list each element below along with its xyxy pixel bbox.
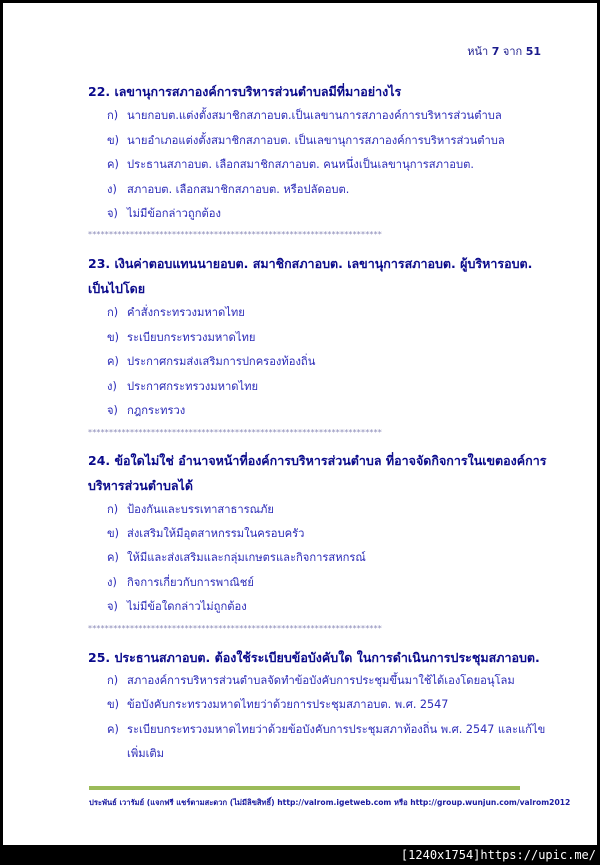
option-label: ค) [107, 158, 119, 171]
page-number [467, 42, 541, 60]
question-24-option-b [107, 522, 577, 547]
page-current: 7 [491, 45, 500, 58]
option-label: ข) [107, 698, 120, 711]
option-text: กิจการเกี่ยวกับการพาณิชย์ [127, 576, 254, 589]
option-label: ก) [107, 674, 119, 687]
option-text: นายกอบต.แต่งตั้งสมาชิกสภาอบต.เป็นเลขานการสภาองค์การบริหารส่วนตำบล [127, 109, 502, 122]
question-24-option-d [107, 571, 577, 596]
question-24-option-c [107, 546, 577, 571]
option-label: ง) [107, 576, 117, 589]
footer-text: ประพันธ์ เวารัมย์ (แจกฟรี แชร์ตามสะดวก (ไม่มีลิขสิทธิ์) http://valrom.igetweb.com หรือ http://group.wunjun.com/valrom2012 [89, 798, 571, 807]
option-label: ข) [107, 134, 120, 147]
question-23-option-a [107, 301, 577, 326]
option-label: จ) [107, 207, 118, 220]
option-text: ป้องกันและบรรเทาสาธารณภัย [127, 503, 274, 516]
page-total: 51 [525, 45, 541, 58]
option-label: ข) [107, 331, 120, 344]
question-24-title: 24. ข้อใดไม่ใช่ อำนาจหน้าที่องค์การบริหารส่วนตำบล ที่อาจจัดกิจการในเขตองค์การ [88, 453, 547, 468]
option-text: คำสั่งกระทรวงมหาดไทย [127, 306, 245, 319]
question-24-title-cont: บริหารส่วนตำบลได้ [88, 478, 193, 493]
question-23-option-d [107, 375, 577, 400]
question-23-title-cont: เป็นไปโดย [88, 281, 146, 296]
option-label: ก) [107, 503, 119, 516]
option-text: ไม่มีข้อกล่าวถูกต้อง [127, 207, 221, 220]
option-label: ก) [107, 109, 119, 122]
question-22-option-b [107, 129, 577, 154]
option-text: ไม่มีข้อใดกล่าวไม่ถูกต้อง [127, 600, 247, 613]
question-23-option-c [107, 350, 577, 375]
question-24-option-e [107, 595, 577, 620]
option-text: ประกาศกรมส่งเสริมการปกครองท้องถิ่น [127, 355, 316, 368]
option-text: กฎกระทรวง [127, 404, 186, 417]
option-label: จ) [107, 600, 118, 613]
option-text: สภาอบต. เลือกสมาชิกสภาอบต. หรือปลัดอบต. [127, 183, 350, 196]
question-25-option-a [107, 669, 577, 694]
option-label: ค) [107, 551, 119, 564]
watermark: [1240x1754]https://upic.me/ [400, 848, 596, 862]
question-22-option-c [107, 153, 577, 178]
option-text: ระเบียบกระทรวงมหาดไทยว่าด้วยข้อบังคับการประชุมสภาท้องถิ่น พ.ศ. 2547 และแก้ไข [127, 723, 546, 736]
option-text: ให้มีและส่งเสริมและกลุ่มเกษตรและกิจการสหกรณ์ [127, 551, 366, 564]
question-25-option-c-cont: เพิ่มเติม [127, 747, 165, 760]
question-25-title: 25. ประธานสภาอบต. ต้องใช้ระเบียบข้อบังคับใด ในการดำเนินการประชุมสภาอบต. [88, 650, 540, 665]
question-23-option-b [107, 326, 577, 351]
question-25-option-b [107, 693, 577, 718]
question-23-title: 23. เงินค่าตอบแทนนายอบต. สมาชิกสภาอบต. เลขานุการสภาอบต. ผู้บริหารอบต. [88, 256, 533, 271]
question-23-option-e [107, 399, 577, 424]
question-25-option-c [107, 718, 577, 743]
option-text: ข้อบังคับกระทรวงมหาดไทยว่าด้วยการประชุมสภาอบต. พ.ศ. 2547 [127, 698, 449, 711]
question-22-option-a [107, 104, 577, 129]
document-page [3, 3, 597, 845]
option-text: ประกาศกระทรวงมหาดไทย [127, 380, 259, 393]
question-24-option-a [107, 498, 577, 523]
option-label: ข) [107, 527, 120, 540]
page-of: จาก [502, 45, 523, 58]
option-label: ค) [107, 723, 119, 736]
option-text: ส่งเสริมให้มีอุตสาหกรรมในครอบครัว [127, 527, 305, 540]
option-label: ง) [107, 183, 117, 196]
footer-rule [89, 786, 520, 790]
option-text: ระเบียบกระทรวงมหาดไทย [127, 331, 256, 344]
option-text: ประธานสภาอบต. เลือกสมาชิกสภาอบต. คนหนึ่งเป็นเลขานุการสภาอบต. [127, 158, 474, 171]
option-label: ง) [107, 380, 117, 393]
separator: ********************************************************************** [88, 624, 382, 633]
question-22-option-d [107, 178, 577, 203]
option-text: สภาองค์การบริหารส่วนตำบลจัดทำข้อบังคับการประชุมขึ้นมาใช้ได้เองโดยอนุโลม [127, 674, 515, 687]
page-prefix: หน้า [467, 45, 489, 58]
option-label: ก) [107, 306, 119, 319]
option-label: จ) [107, 404, 118, 417]
option-label: ค) [107, 355, 119, 368]
separator: ********************************************************************** [88, 428, 382, 437]
option-text: นายอำเภอแต่งตั้งสมาชิกสภาอบต. เป็นเลขานุการสภาองค์การบริหารส่วนตำบล [127, 134, 505, 147]
question-22-option-e [107, 202, 577, 227]
separator: ********************************************************************** [88, 230, 382, 239]
question-22-title: 22. เลขานุการสภาองค์การบริหารส่วนตำบลมีที่มาอย่างไร [88, 84, 402, 99]
